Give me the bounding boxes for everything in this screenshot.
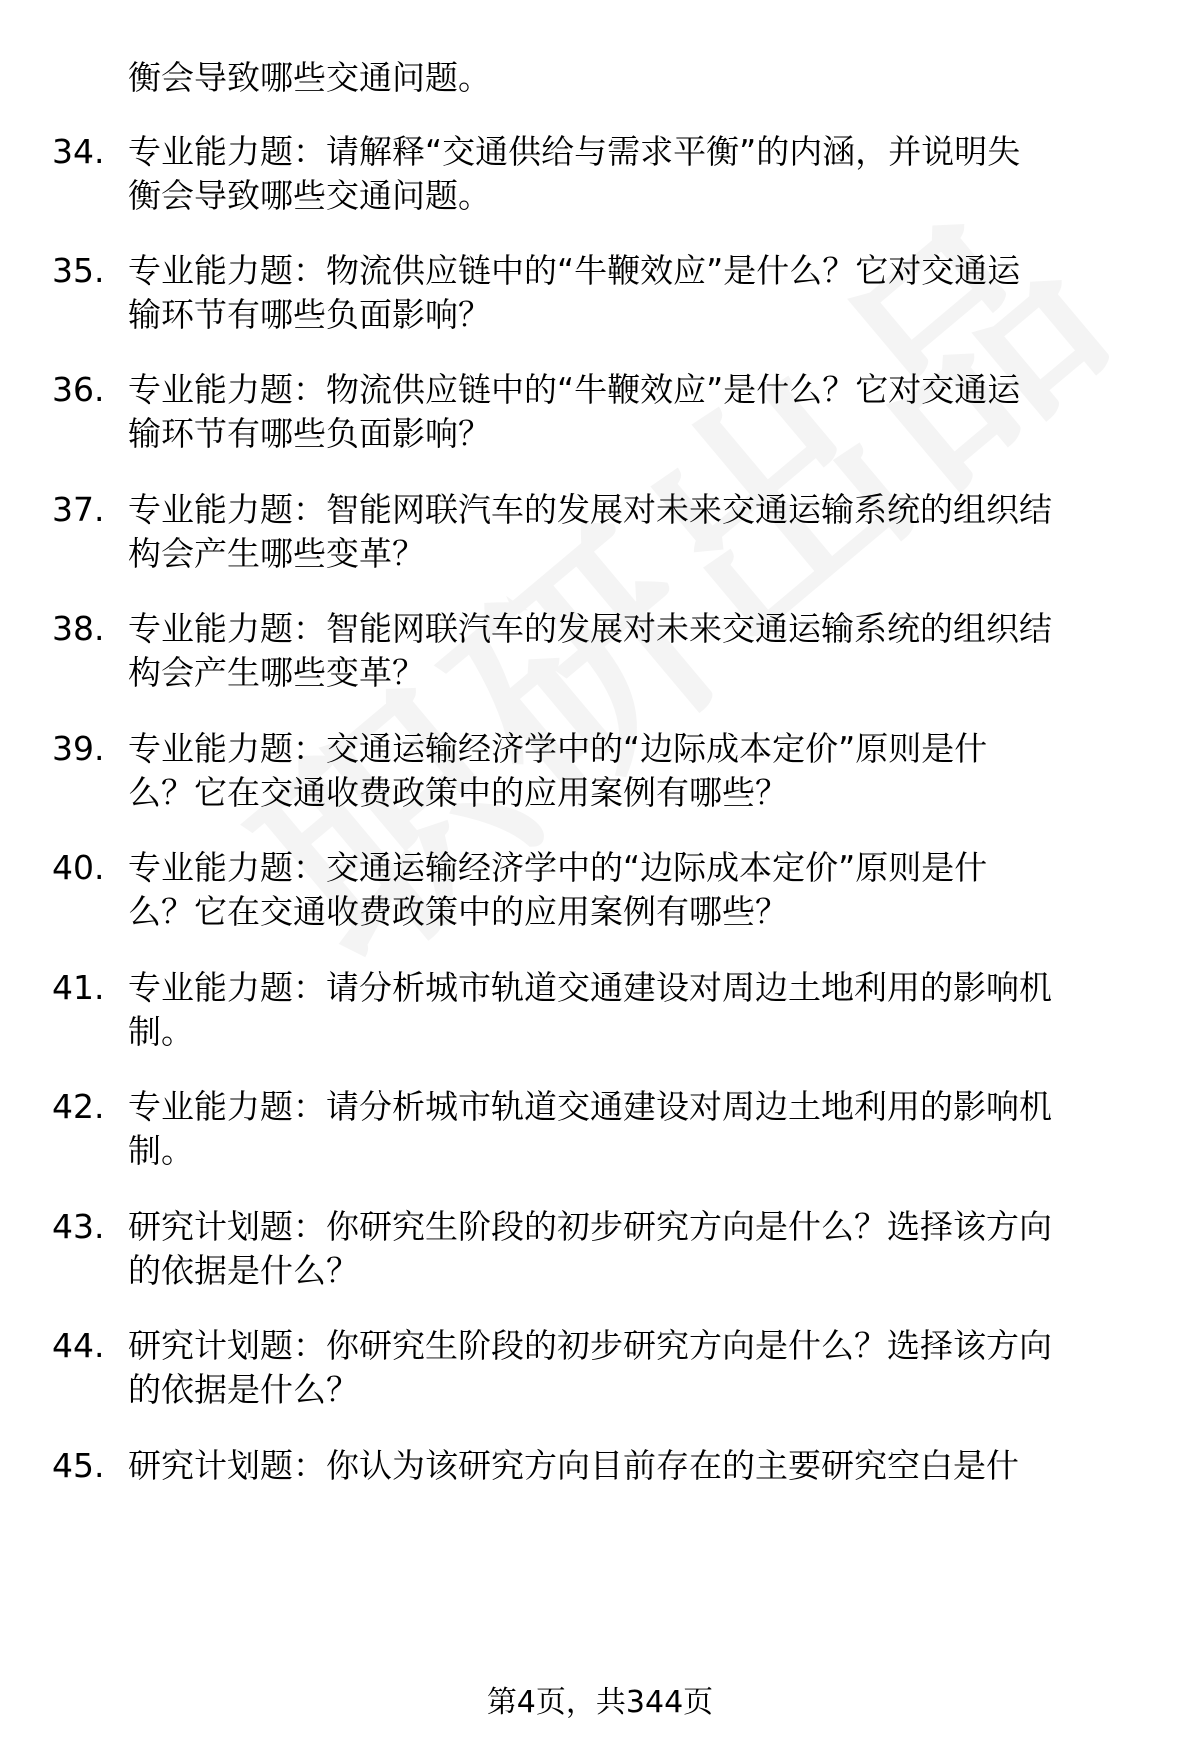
- question-number: 42.: [52, 1087, 105, 1126]
- question-number: 41.: [52, 968, 105, 1007]
- question-text-line: 研究计划题：你研究生阶段的初步研究方向是什么？选择该方向: [128, 1326, 1052, 1365]
- question-text-line: 的依据是什么？: [128, 1370, 359, 1409]
- question-number: 44.: [52, 1326, 105, 1365]
- question-text-line: 研究计划题：你认为该研究方向目前存在的主要研究空白是什: [128, 1446, 1019, 1485]
- question-text-line: 输环节有哪些负面影响？: [128, 414, 491, 453]
- question-number: 38.: [52, 609, 105, 648]
- question-text-line: 么？它在交通收费政策中的应用案例有哪些？: [128, 773, 788, 812]
- question-text-line: 专业能力题：智能网联汽车的发展对未来交通运输系统的组织结: [128, 490, 1052, 529]
- page-footer: 第4页，共344页: [486, 1685, 714, 1720]
- question-text-line: 专业能力题：请分析城市轨道交通建设对周边土地利用的影响机: [128, 1087, 1052, 1126]
- question-text-line: 专业能力题：请分析城市轨道交通建设对周边土地利用的影响机: [128, 968, 1052, 1007]
- question-text-line: 输环节有哪些负面影响？: [128, 295, 491, 334]
- question-text-line: 专业能力题：交通运输经济学中的“边际成本定价”原则是什: [128, 729, 988, 768]
- question-number: 35.: [52, 251, 105, 290]
- question-number: 34.: [52, 132, 105, 171]
- question-text-line: 研究计划题：你研究生阶段的初步研究方向是什么？选择该方向: [128, 1207, 1052, 1246]
- question-number: 40.: [52, 848, 105, 887]
- question-number: 39.: [52, 729, 105, 768]
- question-text-line: 专业能力题：智能网联汽车的发展对未来交通运输系统的组织结: [128, 609, 1052, 648]
- question-number: 45.: [52, 1446, 105, 1485]
- question-number: 43.: [52, 1207, 105, 1246]
- question-text-line: 么？它在交通收费政策中的应用案例有哪些？: [128, 892, 788, 931]
- question-number: 36.: [52, 370, 105, 409]
- question-text-line: 专业能力题：物流供应链中的“牛鞭效应”是什么？它对交通运: [128, 251, 1021, 290]
- question-text-line: 专业能力题：请解释“交通供给与需求平衡”的内涵，并说明失: [128, 132, 1021, 171]
- question-text-line: 专业能力题：交通运输经济学中的“边际成本定价”原则是什: [128, 848, 988, 887]
- question-text-line: 衡会导致哪些交通问题。: [128, 176, 491, 215]
- question-text-line: 专业能力题：物流供应链中的“牛鞭效应”是什么？它对交通运: [128, 370, 1021, 409]
- question-text-line: 制。: [128, 1012, 194, 1051]
- question-text-line: 衡会导致哪些交通问题。: [128, 58, 491, 97]
- question-text-line: 的依据是什么？: [128, 1251, 359, 1290]
- question-text-line: 制。: [128, 1131, 194, 1170]
- question-number: 37.: [52, 490, 105, 529]
- question-text-line: 构会产生哪些变革？: [128, 653, 425, 692]
- question-text-line: 构会产生哪些变革？: [128, 534, 425, 573]
